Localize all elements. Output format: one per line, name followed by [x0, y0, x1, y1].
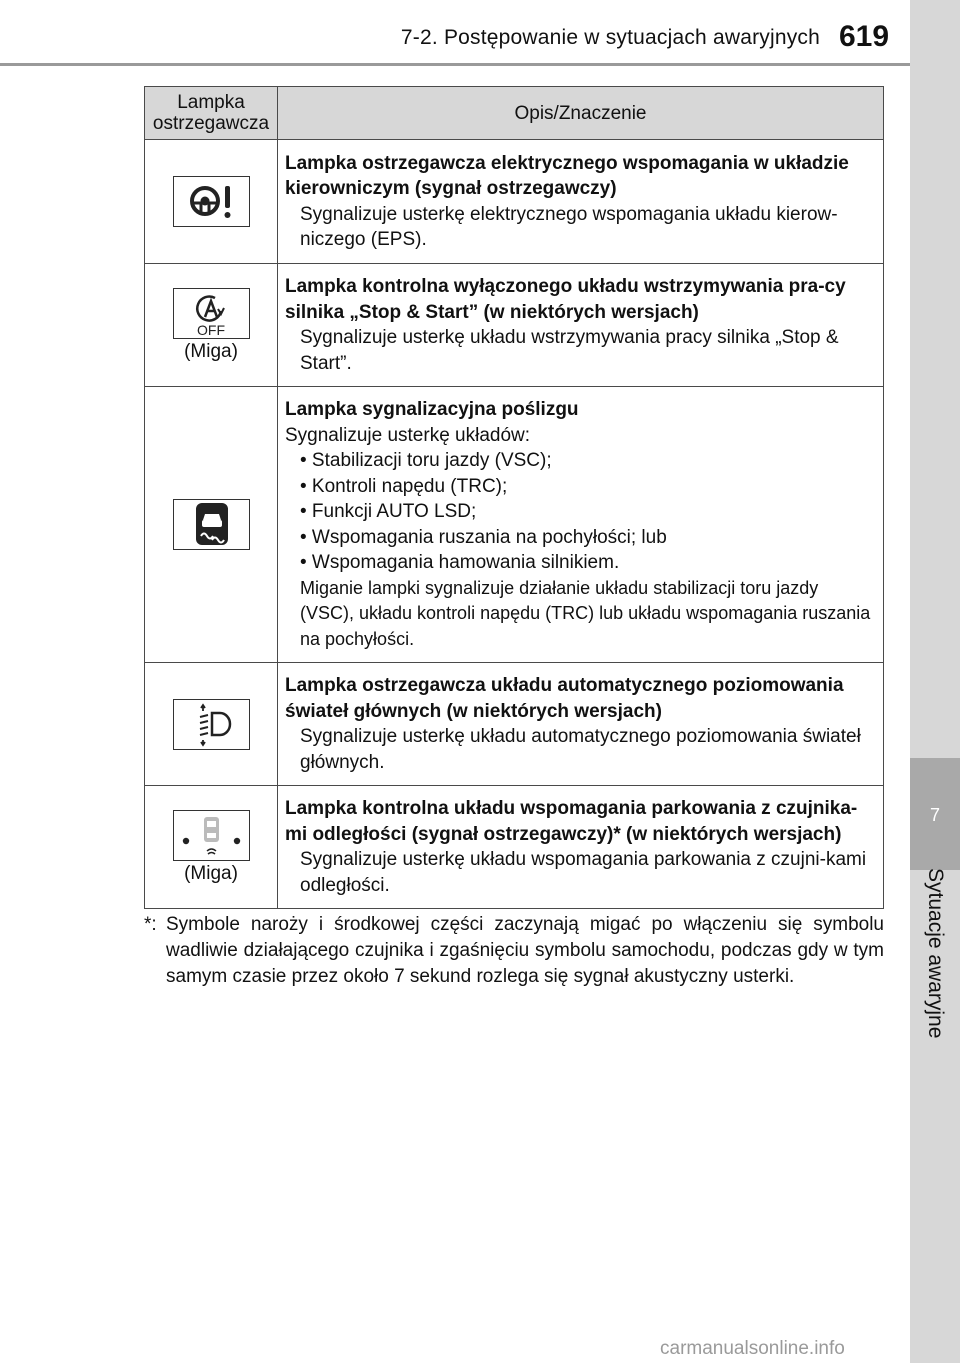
- header-rule: [0, 63, 910, 66]
- blink-caption: (Miga): [184, 862, 238, 884]
- headlight-leveling-warning-icon: [173, 699, 250, 750]
- row-description: Sygnalizuje usterkę układu automatycznego poziomowania świateł głównych.: [300, 726, 861, 773]
- table-row: [145, 140, 884, 264]
- power-steering-warning-icon: [173, 176, 250, 227]
- table-row: [145, 264, 884, 387]
- row-intro: Sygnalizuje usterkę układów:: [285, 424, 531, 446]
- row-description: Sygnalizuje usterkę układu wspomagania parkowania z czujni-kami odległości.: [300, 849, 867, 896]
- chapter-number: 7: [929, 805, 940, 825]
- icon-cell: [145, 663, 278, 786]
- parking-sensor-warning-icon: [173, 810, 250, 861]
- row-title: Lampka kontrolna układu wspomagania parkowania z czujnika-mi odległości (sygnał ostrzegawczy)* (w niektórych wersjach): [285, 798, 858, 845]
- list-item: • Stabilizacji toru jazdy (VSC);: [300, 450, 552, 471]
- row-title: Lampka ostrzegawcza układu automatycznego poziomowania świateł głównych (w niektórych wersjach): [285, 675, 844, 722]
- footnote-mark: *:: [144, 914, 157, 935]
- column-header-light: Lampka ostrzegawcza: [145, 87, 278, 140]
- table-row: [145, 663, 884, 786]
- table-row: [145, 786, 884, 909]
- section-title: 7-2. Postępowanie w sytuacjach awaryjnych: [400, 26, 820, 49]
- slip-indicator-icon: [173, 499, 250, 550]
- footnote: [144, 912, 884, 990]
- description-cell: [278, 663, 884, 786]
- row-description: Sygnalizuje usterkę elektrycznego wspomagania układu kierow-niczego (EPS).: [300, 203, 838, 250]
- row-note: Miganie lampki sygnalizuje działanie układu stabilizacji toru jazdy (VSC), układu kontroli napędu (TRC) lub układu wspomagania ruszania na pochyłości.: [300, 577, 871, 649]
- watermark: carmanualsonline.info: [660, 1338, 845, 1359]
- table-row: [145, 387, 884, 663]
- row-title: Lampka sygnalizacyjna poślizgu: [285, 399, 579, 420]
- icon-cell: [145, 786, 278, 909]
- off-label: OFF: [196, 321, 225, 337]
- list-item: • Wspomagania ruszania na pochyłości; lub: [300, 526, 667, 548]
- list-item: • Wspomagania hamowania silnikiem.: [300, 552, 620, 573]
- row-title: Lampka kontrolna wyłączonego układu wstrzymywania pra-cy silnika „Stop & Start” (w niektórych wersjach): [285, 276, 846, 323]
- footnote-text: Symbole naroży i środkowej części zaczynają migać po włączeniu się symbolu wadliwie działającego czujnika i zgaśnięciu symbolu samochodu, podczas gdy w tym samym czasie przez około 7 sekund rozlega się sygnał akustyczny usterki.: [166, 914, 884, 987]
- icon-cell: [145, 140, 278, 264]
- icon-cell: [145, 387, 278, 663]
- description-cell: [278, 140, 884, 264]
- blink-caption: (Miga): [184, 340, 238, 362]
- warning-lights-table: [144, 86, 884, 909]
- stop-start-off-icon: [173, 288, 250, 339]
- table-header-row: [145, 87, 884, 140]
- description-cell: [278, 786, 884, 909]
- description-cell: [278, 387, 884, 663]
- page-number: 619: [839, 20, 890, 53]
- chapter-label: Sytuacje awaryjne: [924, 868, 947, 1039]
- list-item: • Funkcji AUTO LSD;: [300, 501, 477, 522]
- side-bar: [910, 0, 960, 1363]
- list-item: • Kontroli napędu (TRC);: [300, 475, 508, 497]
- description-cell: [278, 264, 884, 387]
- row-description: Sygnalizuje usterkę układu wstrzymywania pracy silnika „Stop & Start”.: [300, 327, 839, 374]
- icon-cell: [145, 264, 278, 387]
- column-header-description: Opis/Znaczenie: [278, 87, 884, 140]
- row-title: Lampka ostrzegawcza elektrycznego wspomagania w układzie kierowniczym (sygnał ostrzegawczy): [285, 152, 849, 199]
